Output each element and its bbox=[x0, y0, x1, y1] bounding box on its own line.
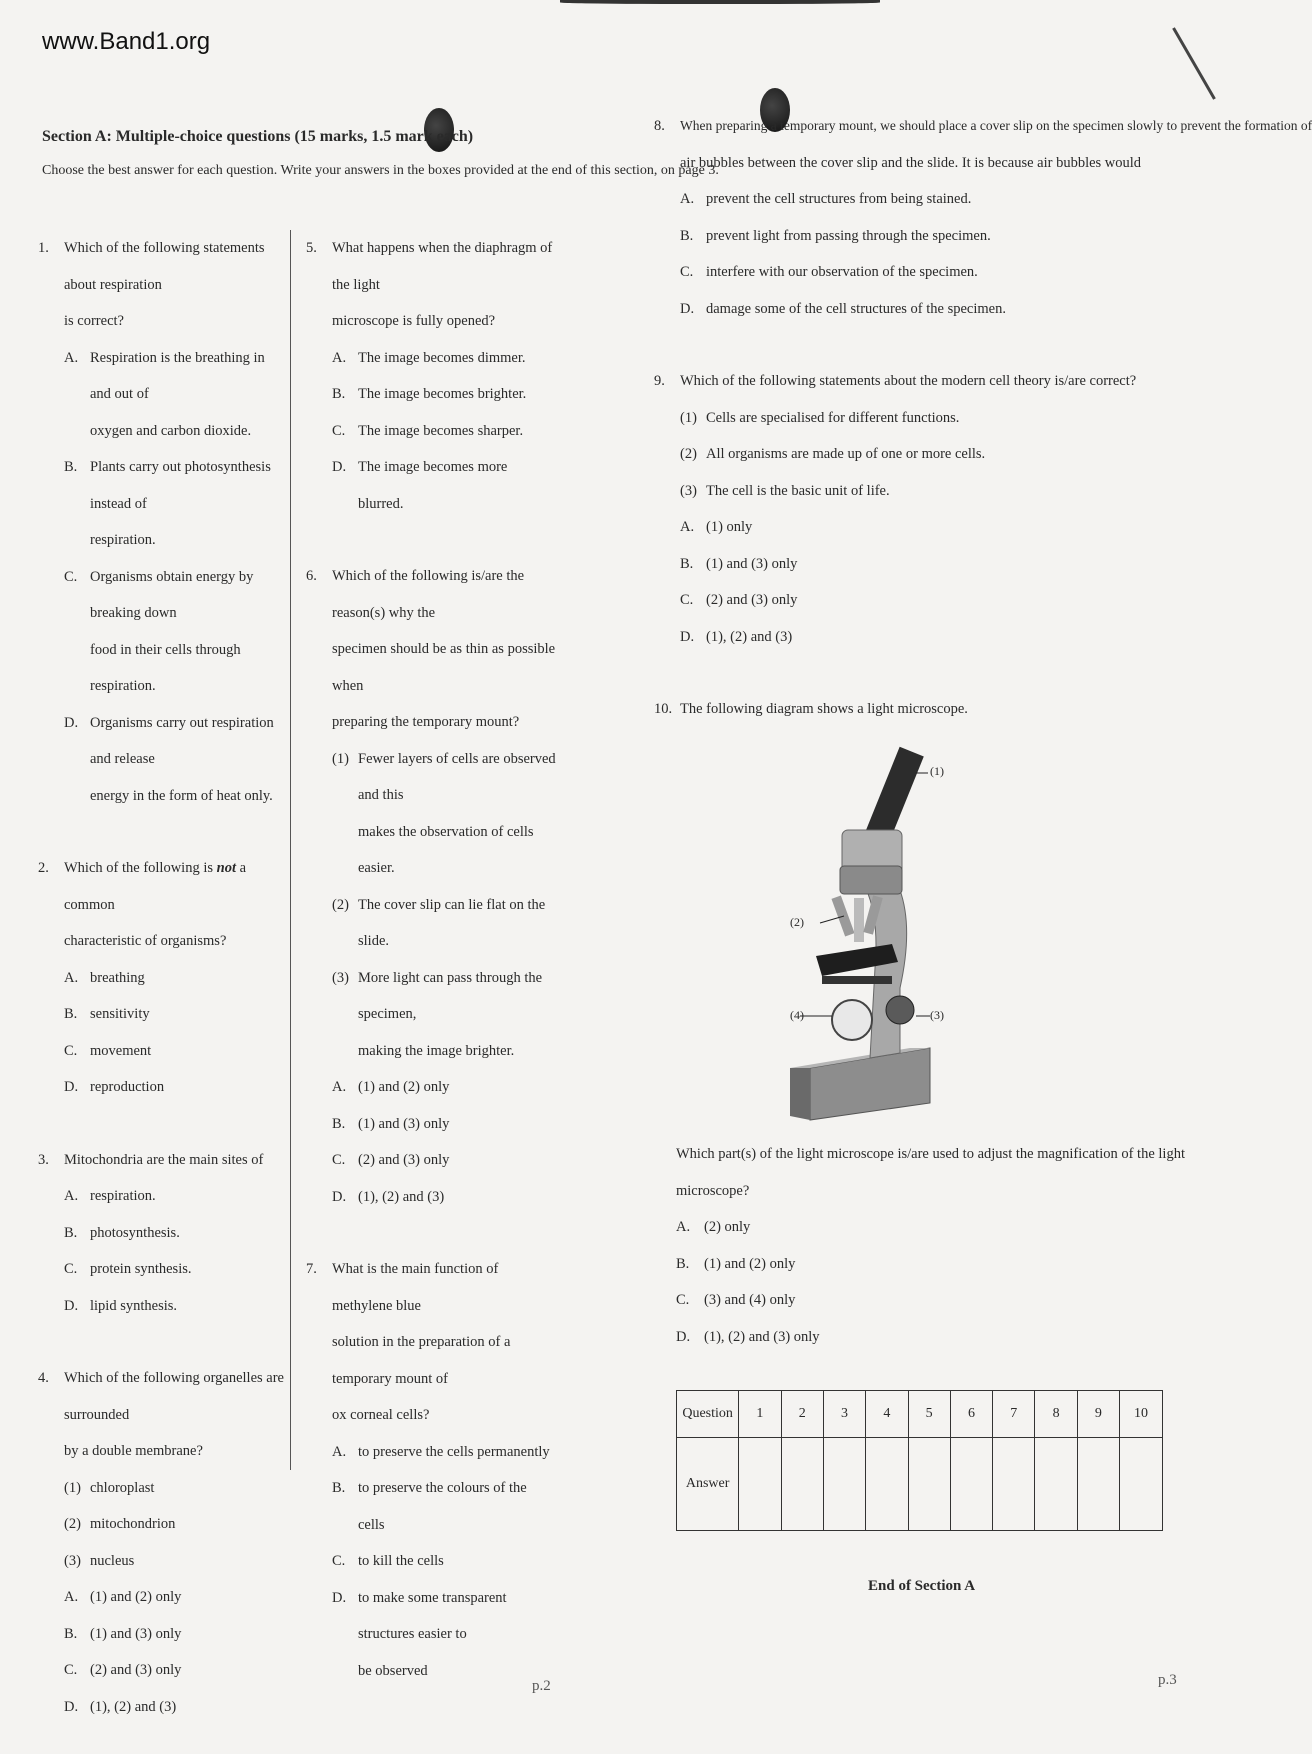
option-c: C. (2) and (3) only bbox=[64, 1662, 182, 1678]
question-stem: specimen should be as thin as possible when bbox=[332, 641, 556, 694]
option-c: C. (2) and (3) only bbox=[332, 1152, 450, 1168]
option-c: C. to kill the cells bbox=[332, 1553, 444, 1569]
column-right bbox=[654, 108, 1312, 728]
answer-cell[interactable] bbox=[1035, 1438, 1077, 1531]
option-c: C. The image becomes sharper. bbox=[332, 422, 524, 439]
option-a: A. Respiration is the breathing in and out of bbox=[64, 349, 265, 402]
answer-table bbox=[676, 1390, 1163, 1531]
answer-cell[interactable] bbox=[993, 1438, 1035, 1531]
item-1: (1) Cells are specialised for different functions. bbox=[680, 409, 960, 426]
option-b: B. (1) and (3) only bbox=[64, 1625, 182, 1642]
question-number-cell: 9 bbox=[1077, 1391, 1119, 1438]
answer-table-header-row bbox=[677, 1391, 1163, 1438]
item-3-cont: making the image brighter. bbox=[358, 1042, 515, 1059]
question-4 bbox=[38, 1360, 288, 1725]
question-stem: by a double membrane? bbox=[64, 1443, 203, 1459]
question-stem: preparing the temporary mount? bbox=[332, 714, 520, 730]
question-stem: Mitochondria are the main sites of bbox=[64, 1151, 264, 1168]
question-number-cell: 5 bbox=[908, 1391, 950, 1438]
option-c-cont: food in their cells through respiration. bbox=[90, 641, 241, 694]
microscope-diagram bbox=[780, 748, 980, 1128]
option-a: A. (2) only bbox=[676, 1219, 751, 1235]
option-d: D. damage some of the cell structures of the specimen. bbox=[680, 300, 1006, 317]
answer-cell[interactable] bbox=[781, 1438, 823, 1531]
question-number: 5. bbox=[306, 240, 317, 256]
question-stem: air bubbles between the cover slip and the slide. It is because air bubbles would bbox=[680, 154, 1142, 171]
answer-label: Answer bbox=[677, 1438, 739, 1531]
question-stem: Which of the following is not a common bbox=[64, 860, 247, 913]
option-d: D. (1), (2) and (3) bbox=[64, 1698, 177, 1715]
option-c: C. interfere with our observation of the specimen. bbox=[680, 264, 978, 280]
question-number: 7. bbox=[306, 1261, 317, 1277]
option-b: B. photosynthesis. bbox=[64, 1224, 180, 1241]
option-b: B. Plants carry out photosynthesis instead of bbox=[64, 459, 271, 512]
option-b: B. prevent light from passing through the specimen. bbox=[680, 227, 991, 244]
option-d-cont: energy in the form of heat only. bbox=[90, 787, 273, 804]
question-number: 9. bbox=[654, 373, 665, 389]
question-stem: solution in the preparation of a temporary mount of bbox=[332, 1334, 511, 1387]
question-6 bbox=[306, 558, 556, 1215]
question-number-cell: 7 bbox=[993, 1391, 1035, 1438]
question-number-cell: 10 bbox=[1120, 1391, 1163, 1438]
option-b: B. (1) and (2) only bbox=[676, 1255, 796, 1272]
answer-cell[interactable] bbox=[866, 1438, 908, 1531]
question-1 bbox=[38, 230, 288, 814]
end-of-section: End of Section A bbox=[868, 1578, 976, 1594]
option-d: D. to make some transparent structures easier to bbox=[332, 1589, 507, 1642]
question-3 bbox=[38, 1142, 288, 1325]
question-stem: What is the main function of methylene blue bbox=[332, 1261, 499, 1314]
option-d: D. The image becomes more blurred. bbox=[332, 459, 508, 512]
question-number: 3. bbox=[38, 1151, 49, 1168]
question-stem: When preparing a temporary mount, we should place a cover slip on the specimen slowly to prevent the formation of bbox=[680, 118, 1312, 133]
question-8 bbox=[654, 108, 1312, 327]
question-stem: Which part(s) of the light microscope is/are used to adjust the magnification of the light microscope? bbox=[676, 1146, 1185, 1199]
diagram-label-2: (2) bbox=[790, 915, 804, 929]
section-instruction: Choose the best answer for each question. Write your answers in the boxes provided at the end of this section, on page 3. bbox=[42, 163, 719, 178]
question-number-cell: 6 bbox=[950, 1391, 992, 1438]
option-b: B. The image becomes brighter. bbox=[332, 386, 527, 402]
question-stem: characteristic of organisms? bbox=[64, 933, 227, 949]
diagram-label-1: (1) bbox=[930, 764, 944, 778]
option-d: D. lipid synthesis. bbox=[64, 1297, 178, 1314]
question-7 bbox=[306, 1251, 556, 1689]
option-c: C. movement bbox=[64, 1042, 152, 1059]
item-1-cont: makes the observation of cells easier. bbox=[358, 823, 534, 876]
question-9 bbox=[654, 363, 1194, 655]
option-d: D. (1), (2) and (3) only bbox=[676, 1328, 820, 1345]
question-number-cell: 8 bbox=[1035, 1391, 1077, 1438]
option-a: A. breathing bbox=[64, 969, 145, 986]
question-stem: Which of the following statements about the modern cell theory is/are correct? bbox=[680, 373, 1137, 389]
option-c: C. Organisms obtain energy by breaking down bbox=[64, 568, 254, 621]
question-stem: Which of the following organelles are surrounded bbox=[64, 1370, 284, 1423]
item-3: (3) More light can pass through the specimen, bbox=[332, 969, 543, 1022]
pen-stroke-mark bbox=[1172, 27, 1216, 100]
item-3: (3) The cell is the basic unit of life. bbox=[680, 482, 890, 499]
site-watermark: www.Band1.org bbox=[42, 28, 211, 55]
item-1: (1) chloroplast bbox=[64, 1479, 155, 1496]
answer-cell[interactable] bbox=[950, 1438, 992, 1531]
question-number: 10. bbox=[654, 701, 673, 717]
question-number: 1. bbox=[38, 240, 49, 256]
option-b: B. (1) and (3) only bbox=[680, 555, 798, 572]
option-b-cont: respiration. bbox=[90, 532, 156, 548]
item-3: (3) nucleus bbox=[64, 1552, 135, 1569]
question-stem: The following diagram shows a light microscope. bbox=[680, 701, 968, 717]
question-stem: What happens when the diaphragm of the light bbox=[332, 240, 553, 293]
answer-cell[interactable] bbox=[908, 1438, 950, 1531]
section-title: Section A: Multiple-choice questions (15 marks, 1.5 mark each) bbox=[42, 128, 474, 145]
question-number: 6. bbox=[306, 568, 317, 584]
question-2 bbox=[38, 850, 288, 1106]
option-c: C. (3) and (4) only bbox=[676, 1292, 796, 1308]
column-left bbox=[38, 230, 288, 1725]
option-a: A. The image becomes dimmer. bbox=[332, 349, 526, 366]
top-edge-mark bbox=[560, 0, 880, 4]
answer-table-answer-row bbox=[677, 1438, 1163, 1531]
item-1: (1) Fewer layers of cells are observed and this bbox=[332, 750, 556, 803]
option-d: D. reproduction bbox=[64, 1079, 165, 1095]
option-c: C. protein synthesis. bbox=[64, 1261, 192, 1277]
question-number-cell: 2 bbox=[781, 1391, 823, 1438]
page-number-left: p.2 bbox=[532, 1678, 551, 1694]
question-number: 8. bbox=[654, 118, 665, 134]
question-label: Question bbox=[677, 1391, 739, 1438]
option-a: A. to preserve the cells permanently bbox=[332, 1443, 550, 1460]
question-stem: Which of the following statements about respiration bbox=[64, 240, 265, 293]
question-stem: Which of the following is/are the reason(s) why the bbox=[332, 568, 525, 621]
option-a: A. respiration. bbox=[64, 1188, 156, 1204]
option-b: B. (1) and (3) only bbox=[332, 1115, 450, 1132]
answer-cell[interactable] bbox=[823, 1438, 865, 1531]
option-d: D. (1), (2) and (3) bbox=[332, 1188, 445, 1205]
item-2: (2) All organisms are made up of one or more cells. bbox=[680, 446, 986, 462]
question-stem: microscope is fully opened? bbox=[332, 313, 496, 329]
question-10 bbox=[654, 691, 1194, 728]
diagram-label-4: (4) bbox=[790, 1008, 804, 1022]
option-d: D. (1), (2) and (3) bbox=[680, 628, 793, 645]
question-number-cell: 4 bbox=[866, 1391, 908, 1438]
option-a: A. (1) only bbox=[680, 519, 753, 535]
diagram-label-3: (3) bbox=[930, 1008, 944, 1022]
page-number-right: p.3 bbox=[1158, 1672, 1177, 1688]
question-number-cell: 1 bbox=[739, 1391, 781, 1438]
question-10-part-2 bbox=[676, 1136, 1196, 1355]
option-d-cont: be observed bbox=[358, 1662, 428, 1679]
question-number: 2. bbox=[38, 860, 49, 876]
option-a: A. (1) and (2) only bbox=[332, 1079, 450, 1095]
item-2: (2) The cover slip can lie flat on the slide. bbox=[332, 896, 546, 949]
item-2: (2) mitochondrion bbox=[64, 1516, 176, 1532]
question-stem: ox corneal cells? bbox=[332, 1407, 430, 1423]
option-b: B. to preserve the colours of the cells bbox=[332, 1480, 527, 1533]
option-b: B. sensitivity bbox=[64, 1006, 150, 1022]
option-c: C. (2) and (3) only bbox=[680, 592, 798, 608]
answer-cell[interactable] bbox=[1120, 1438, 1163, 1531]
question-stem: is correct? bbox=[64, 313, 124, 329]
column-middle bbox=[306, 230, 556, 1689]
answer-cell[interactable] bbox=[1077, 1438, 1119, 1531]
option-d: D. Organisms carry out respiration and release bbox=[64, 714, 274, 767]
column-divider bbox=[290, 230, 291, 1470]
option-a: A. (1) and (2) only bbox=[64, 1589, 182, 1605]
question-number-cell: 3 bbox=[823, 1391, 865, 1438]
question-5 bbox=[306, 230, 556, 522]
option-a-cont: oxygen and carbon dioxide. bbox=[90, 422, 252, 439]
option-a: A. prevent the cell structures from being stained. bbox=[680, 191, 972, 207]
question-number: 4. bbox=[38, 1370, 49, 1386]
answer-cell[interactable] bbox=[739, 1438, 781, 1531]
